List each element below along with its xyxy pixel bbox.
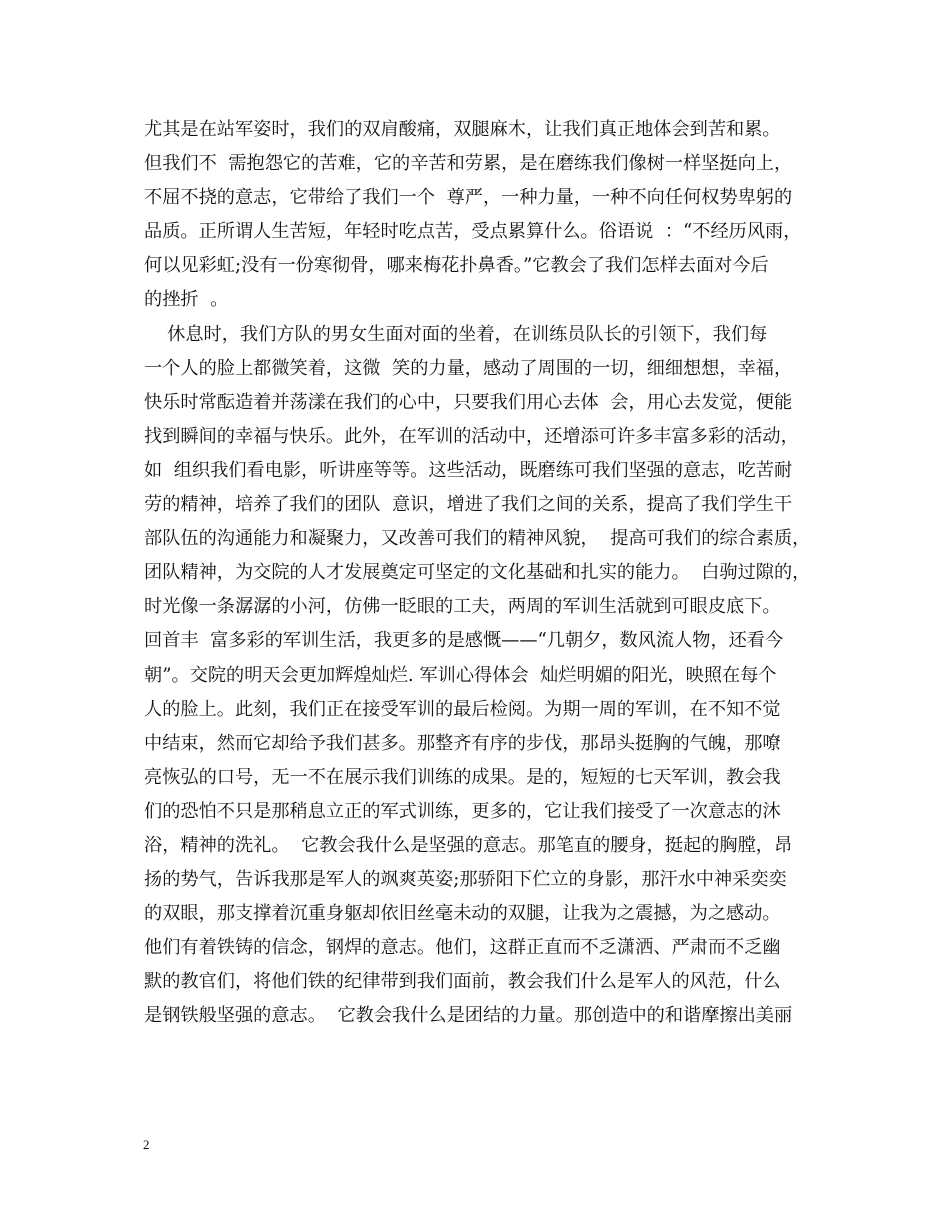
- text-line: 朝”。交院的明天会更加辉煌灿烂. 军训心得体会 灿烂明媚的阳光，映照在每个: [144, 664, 777, 686]
- text-line: 一个人的脸上都微笑着，这微 笑的力量，感动了周围的一切，细细想想，幸福，: [144, 357, 793, 379]
- text-line: 回首丰 富多彩的军训生活，我更多的是感慨——“几朝夕，数风流人物，还看今: [144, 630, 784, 652]
- text-line: 人的脸上。此刻，我们正在接受军训的最后检阅。为期一周的军训，在不知不觉: [144, 698, 781, 720]
- text-line: 浴，精神的洗礼。 它教会我什么是坚强的意志。那笔直的腰身，挺起的胸膛，昂: [144, 834, 793, 856]
- text-line: 的双眼，那支撑着沉重身躯却依旧丝毫未动的双腿，让我为之震撼，为之感动。: [144, 903, 781, 925]
- text-line: 如 组织我们看电影，听讲座等等。这些活动，既磨练可我们坚强的意志，吃苦耐: [144, 459, 793, 481]
- text-line: 快乐时常酝造着并荡漾在我们的心中，只要我们用心去体 会，用心去发觉，便能: [144, 391, 793, 413]
- page-number: 2: [143, 1137, 150, 1152]
- text-line: 找到瞬间的幸福与快乐。此外，在军训的活动中，还增添可许多丰富多彩的活动，: [144, 425, 799, 447]
- text-line: 团队精神，为交院的人才发展奠定可坚定的文化基础和扎实的能力。 白驹过隙的，: [144, 562, 811, 584]
- text-line: 们的恐怕不只是那稍息立正的军式训练，更多的，它让我们接受了一次意志的沐: [144, 800, 781, 822]
- text-line: 扬的势气，告诉我那是军人的飒爽英姿;那骄阳下伫立的身影，那汗水中神采奕奕: [144, 869, 787, 891]
- text-line: 休息时，我们方队的男女生面对面的坐着，在训练员队长的引领下，我们每: [144, 323, 768, 345]
- text-line: 亮恢弘的口号，无一不在展示我们训练的成果。是的，短短的七天军训，教会我: [144, 766, 781, 788]
- text-line: 的挫折 。: [144, 289, 229, 311]
- text-line: 尤其是在站军姿时，我们的双肩酸痛，双腿麻木，让我们真正地体会到苦和累。: [144, 119, 781, 140]
- text-line: 劳的精神，培养了我们的团队 意识，增进了我们之间的关系，提高了我们学生干: [144, 494, 793, 516]
- text-line: 是钢铁般坚强的意志。 它教会我什么是团结的力量。那创造中的和谐摩擦出美丽: [144, 1005, 793, 1027]
- text-line: 不屈不挠的意志，它带给了我们一个 尊严，一种力量，一种不向任何权势卑躬的: [144, 187, 793, 209]
- text-line: 他们有着铁铸的信念，钢焊的意志。他们，这群正直而不乏潇洒、严肃而不乏幽: [144, 937, 781, 959]
- text-line: 默的教官们，将他们铁的纪律带到我们面前，教会我们什么是军人的风范，什么: [144, 971, 781, 993]
- text-line: 何以见彩虹;没有一份寒彻骨，哪来梅花扑鼻香。”它教会了我们怎样去面对今后: [144, 255, 769, 277]
- text-line: 品质。正所谓人生苦短，年轻时吃点苦，受点累算什么。俗语说 ：“不经历风雨，: [144, 221, 802, 243]
- text-line: 中结束，然而它却给予我们甚多。那整齐有序的步伐，那昂头挺胸的气魄，那嘹: [144, 732, 781, 754]
- body-text: [144, 113, 844, 1034]
- text-line: 但我们不 需抱怨它的苦难，它的辛苦和劳累，是在磨练我们像树一样坚挺向上，: [144, 153, 793, 175]
- text-line: 部队伍的沟通能力和凝聚力，又改善可我们的精神风貌， 提高可我们的综合素质，: [144, 528, 811, 550]
- text-line: 时光像一条潺潺的小河，仿佛一眨眼的工夫，两周的军训生活就到可眼皮底下。: [144, 596, 781, 618]
